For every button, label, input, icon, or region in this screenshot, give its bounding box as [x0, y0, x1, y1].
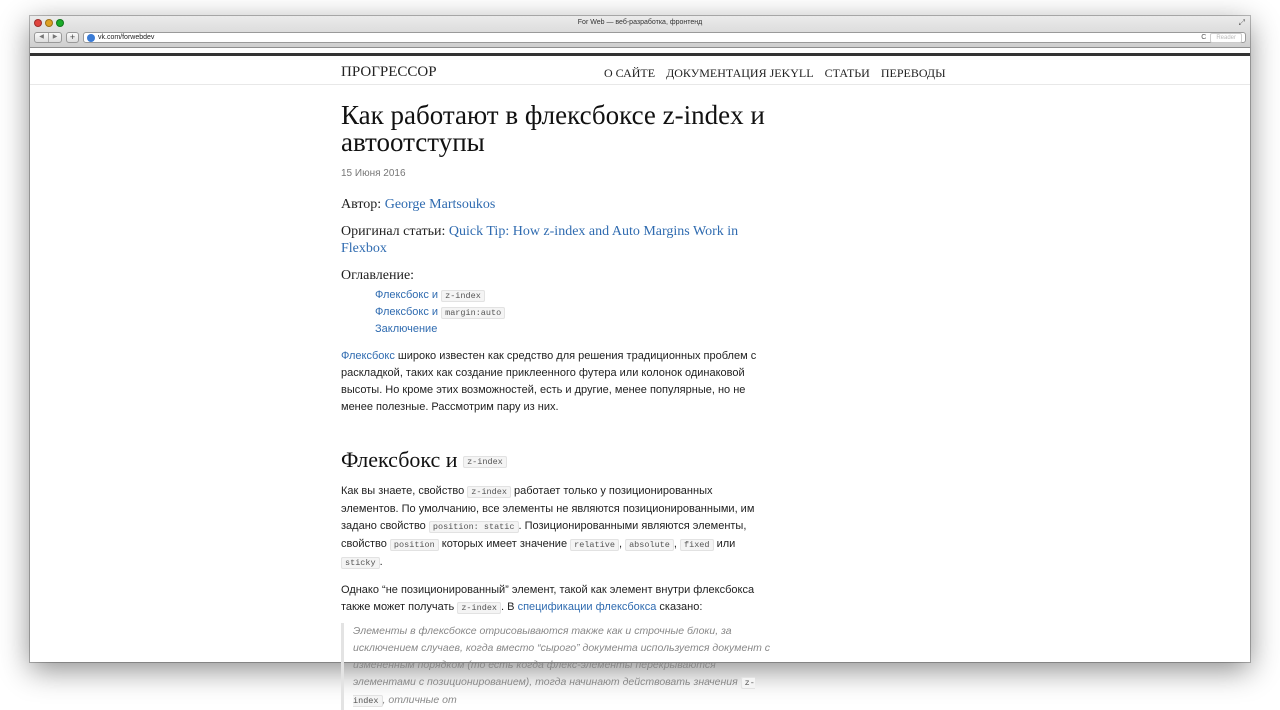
toc-item[interactable]: Флексбокс и z-index — [375, 287, 771, 304]
add-bookmark-button[interactable]: + — [66, 32, 79, 43]
nav-item-jekyll-docs[interactable]: ДОКУМЕНТАЦИЯ JEKYLL — [666, 66, 814, 80]
toc-item[interactable]: Флексбокс и margin:auto — [375, 304, 771, 321]
original-line — [341, 223, 771, 257]
paragraph-spec: Однако “не позиционированный” элемент, такой как элемент внутри флексбокса также может получать z-index . В спецификации флексбокса сказано: — [341, 583, 755, 613]
original-article-link[interactable]: Quick Tip: How z-index and Auto Margins Work in Flexbox — [341, 224, 739, 256]
flexbox-link[interactable]: Флексбокс — [341, 350, 395, 362]
reader-button[interactable]: Reader — [1210, 33, 1242, 43]
toc-title: Оглавление: — [341, 268, 415, 283]
fullscreen-icon[interactable]: ⤢ — [1238, 18, 1245, 27]
site-nav — [604, 66, 946, 81]
spec-link[interactable]: спецификации флексбокса — [517, 600, 657, 613]
title-bar — [30, 16, 1250, 48]
toc-item[interactable]: Заключение — [375, 323, 438, 335]
back-button[interactable]: ◀ — [39, 34, 44, 40]
nav-item-translations[interactable]: ПЕРЕВОДЫ — [880, 66, 946, 80]
original-label: Оригинал статьи: — [341, 224, 446, 239]
reload-icon[interactable]: C — [1201, 34, 1207, 41]
author-link[interactable]: George Martsoukos — [384, 197, 496, 212]
site-logo[interactable]: ПРОГРЕССОР — [341, 64, 437, 80]
section-code: z-index — [463, 456, 507, 468]
site-globe-icon — [87, 34, 95, 42]
browser-window — [30, 16, 1250, 706]
article-title: Как работают в флексбоксе z-index и автоотступы — [341, 100, 765, 157]
paragraph-z-index: Как вы знаете, свойство z-index работает только у позиционированных элементов. По умолчанию, все элементы не являются позиционированными, им задано свойство position: static . Позиционированными являются элементы, свойство position которых имеет значение relative , absolute , fixed или sticky . — [341, 484, 755, 568]
article — [341, 102, 771, 710]
url-text[interactable]: vk.com/forwebdev — [98, 34, 155, 41]
site-header — [30, 53, 1250, 85]
article-date: 15 Июня 2016 — [341, 168, 406, 179]
window-title: For Web — веб-разработка, фронтенд — [577, 19, 703, 26]
author-label: Автор: — [341, 197, 382, 212]
address-bar[interactable] — [83, 32, 1246, 43]
spec-quote: Элементы в флексбоксе отрисовываются также как и строчные блоки, за исключением случаев, когда вместо “сырого” документа используется документ с измененным порядком (то есть когда флекс-элементы перекрываются элементами с позиционированием), тогда начинают действовать значения z-index , отличные от — [341, 623, 771, 710]
browser-toolbar — [34, 31, 1246, 44]
nav-item-about[interactable]: О САЙТЕ — [604, 66, 656, 80]
forward-button[interactable]: ▶ — [48, 33, 61, 42]
table-of-contents — [375, 287, 771, 337]
section-heading: Флексбокс и z-index — [341, 447, 771, 475]
author-line — [341, 196, 771, 213]
intro-paragraph: Флексбокс широко известен как средство для решения традиционных проблем с раскладкой, таких как создание приклеенного футера или колонок одинаковой высоты. Но кроме этих возможностей, есть и другие, менее популярные, но не менее полезные. Рассмотрим пару из них. — [341, 350, 757, 413]
nav-item-articles[interactable]: СТАТЬИ — [824, 66, 870, 80]
history-buttons — [34, 32, 62, 43]
